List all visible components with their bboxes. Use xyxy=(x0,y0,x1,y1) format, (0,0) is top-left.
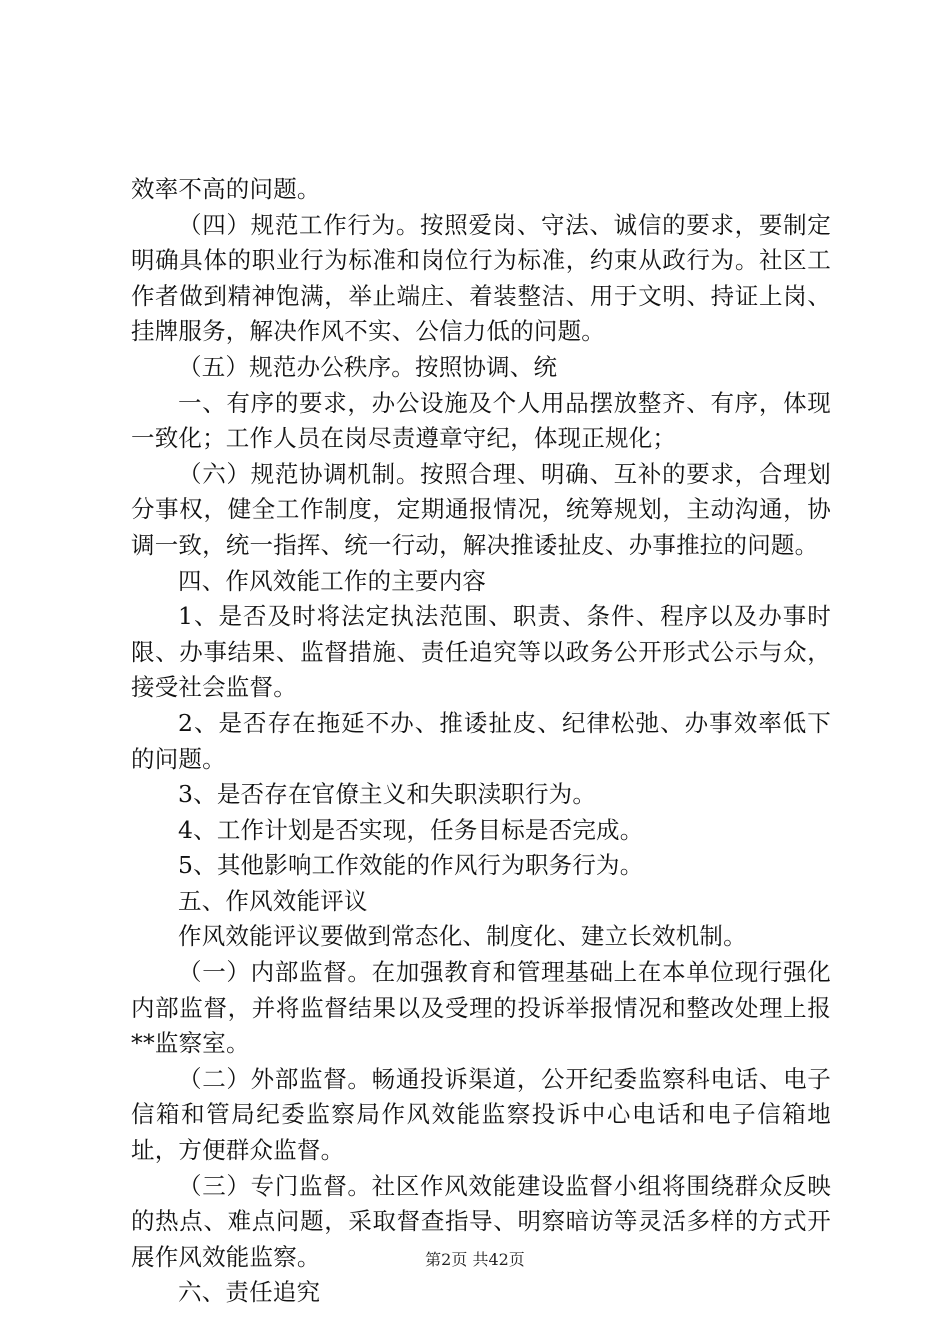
list-item-4: 4、工作计划是否实现，任务目标是否完成。 xyxy=(178,815,644,844)
paragraph-8: （二）外部监督。畅通投诉渠道，公开纪委监察科电话、电子信箱和管局纪委监察局作风效能监察投诉中心电话和电子信箱地址，方便群众监督。 xyxy=(131,1064,831,1165)
section-heading-5: 五、作风效能评议 xyxy=(178,886,368,915)
paragraph-9: （三）专门监督。社区作风效能建设监督小组将围绕群众反映的热点、难点问题，采取督查指导、明察暗访等灵活多样的方式开展作风效能监察。 xyxy=(131,1171,831,1271)
paragraph-3: （五）规范办公秩序。按照协调、统 xyxy=(178,352,558,381)
list-item-1: 1、是否及时将法定执法范围、职责、条件、程序以及办事时限、办事结果、监督措施、责任追究等以政务公开形式公示与众，接受社会监督。 xyxy=(131,602,831,702)
section-heading-6: 六、责任追究 xyxy=(178,1278,321,1307)
list-item-3: 3、是否存在官僚主义和失职渎职行为。 xyxy=(178,780,597,809)
section-heading-4: 四、作风效能工作的主要内容 xyxy=(178,566,487,595)
page-number: 第2页 共42页 xyxy=(425,1250,525,1269)
document-body xyxy=(131,172,831,1311)
paragraph-5: （六）规范协调机制。按照合理、明确、互补的要求，合理划分事权，健全工作制度，定期通报情况，统筹规划，主动沟通，协调一致，统一指挥、统一行动，解决推诿扯皮、办事推拉的问题。 xyxy=(131,459,831,559)
paragraph-2: （四）规范工作行为。按照爱岗、守法、诚信的要求，要制定明确具体的职业行为标准和岗位行为标准，约束从政行为。社区工作者做到精神饱满，举止端庄、着装整洁、用于文明、持证上岗、挂牌服务，解决作风不实、公信力低的问题。 xyxy=(131,210,831,346)
paragraph-6: 作风效能评议要做到常态化、制度化、建立长效机制。 xyxy=(178,922,747,951)
paragraph-7: （一）内部监督。在加强教育和管理基础上在本单位现行强化内部监督，并将监督结果以及受理的投诉举报情况和整改处理上报**监察室。 xyxy=(131,958,831,1058)
page-footer xyxy=(0,1247,950,1270)
paragraph-1: 效率不高的问题。 xyxy=(131,175,321,203)
list-item-2: 2、是否存在拖延不办、推诿扯皮、纪律松弛、办事效率低下的问题。 xyxy=(131,708,831,773)
list-item-5: 5、其他影响工作效能的作风行为职务行为。 xyxy=(178,851,644,880)
paragraph-4: 一、有序的要求，办公设施及个人用品摆放整齐、有序，体现一致化；工作人员在岗尽责遵章守纪，体现正规化； xyxy=(131,388,831,453)
